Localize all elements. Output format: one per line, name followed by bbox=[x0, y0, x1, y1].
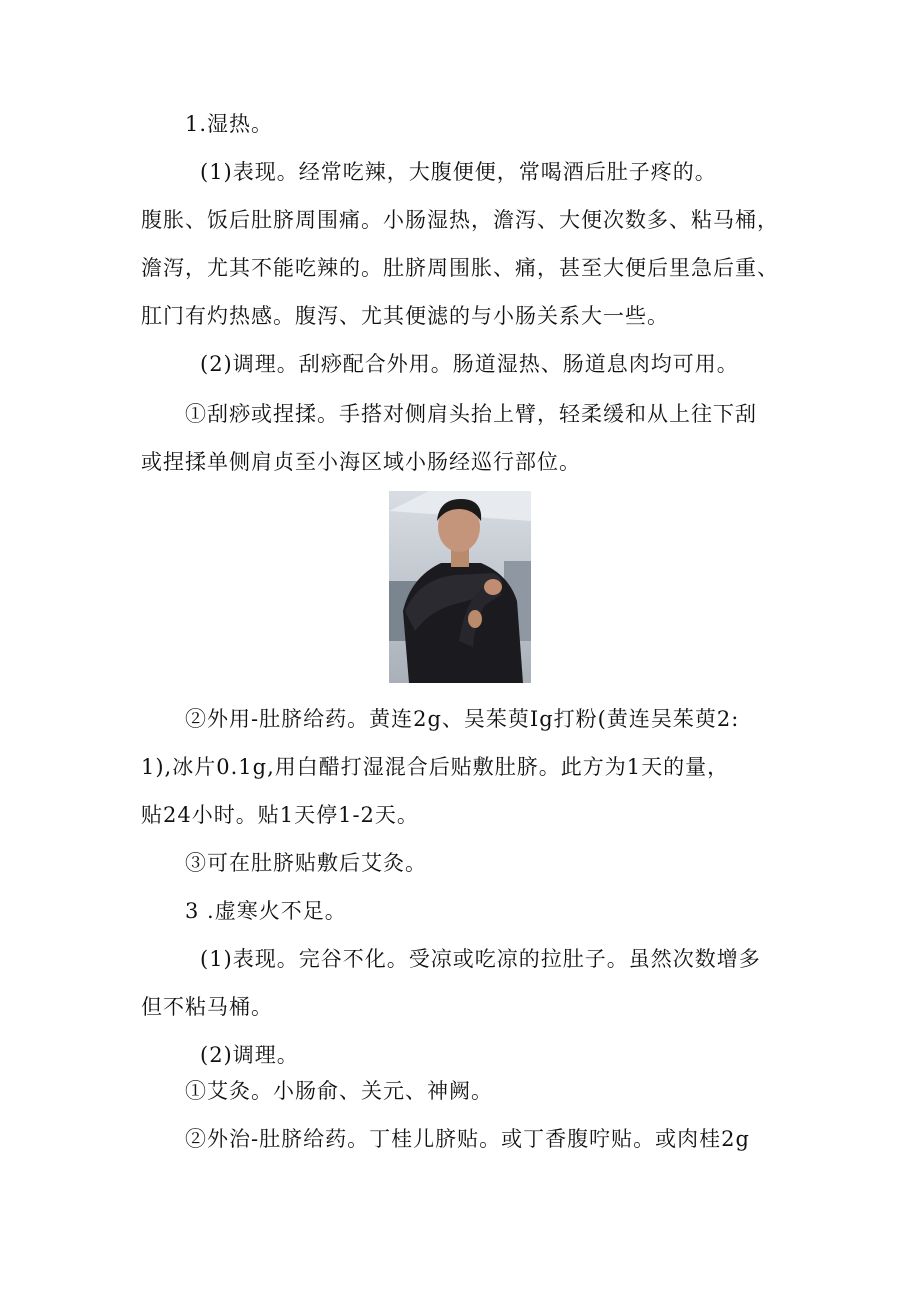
paragraph-line: (2)调理。刮痧配合外用。肠道湿热、肠道息肉均可用。 bbox=[200, 352, 739, 376]
section-heading-deficiency-cold: 3 .虚寒火不足。 bbox=[185, 899, 347, 923]
paragraph-line: ③可在肚脐贴敷后艾灸。 bbox=[185, 851, 427, 875]
section-heading-damp-heat: 1.湿热。 bbox=[185, 112, 274, 136]
paragraph-line: 腹胀、饭后肚脐周围痛。小肠湿热，澹泻、大便次数多、粘马桶， bbox=[141, 208, 779, 232]
massage-demo-photo bbox=[389, 491, 531, 683]
paragraph-line: 贴24小时。贴1天停1-2天。 bbox=[141, 803, 419, 827]
paragraph-line: (1)表现。完谷不化。受凉或吃凉的拉肚子。虽然次数增多 bbox=[200, 947, 761, 971]
paragraph-line: ②外治-肚脐给药。丁桂儿脐贴。或丁香腹咛贴。或肉桂2g bbox=[185, 1127, 750, 1151]
paragraph-line: 肛门有灼热感。腹泻、尤其便滤的与小肠关系大一些。 bbox=[141, 304, 669, 328]
paragraph-line: (1)表现。经常吃辣，大腹便便，常喝酒后肚子疼的。 bbox=[200, 160, 717, 184]
paragraph-line: 1),冰片0.1g,用白醋打湿混合后贴敷肚脐。此方为1天的量， bbox=[141, 755, 730, 779]
paragraph-line: 澹泻，尤其不能吃辣的。肚脐周围胀、痛，甚至大便后里急后重、 bbox=[141, 256, 779, 280]
paragraph-line: 或捏揉单侧肩贞至小海区域小肠经巡行部位。 bbox=[141, 450, 581, 474]
paragraph-line: ①刮痧或捏揉。手搭对侧肩头抬上臂，轻柔缓和从上往下刮 bbox=[185, 402, 757, 426]
paragraph-line: (2)调理。 bbox=[200, 1043, 299, 1067]
paragraph-line: ①艾灸。小肠俞、关元、神阙。 bbox=[185, 1079, 493, 1103]
paragraph-line: ②外用-肚脐给药。黄连2g、吴茱萸Ig打粉(黄连吴茱萸2: bbox=[185, 707, 740, 731]
paragraph-line: 但不粘马桶。 bbox=[141, 995, 273, 1019]
